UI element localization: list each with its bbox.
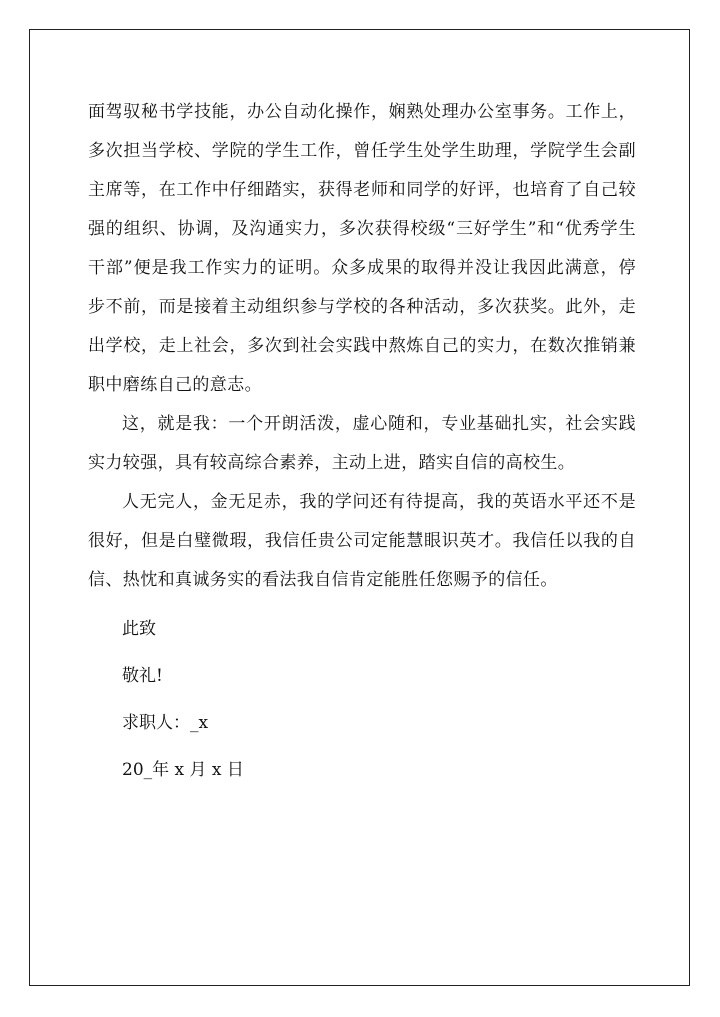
closing-regards: 敬礼!: [122, 666, 163, 686]
applicant-signature: 求职人：_x: [122, 713, 209, 733]
closing-salutation: 此致: [122, 619, 156, 639]
letter-date: 20_年 x 月 x 日: [122, 760, 244, 780]
letter-body: [88, 93, 636, 794]
paragraph-self-summary: 这，就是我：一个开朗活泼，虚心随和，专业基础扎实，社会实践实力较强，具有较高综合素养，主动上进，踏实自信的高校生。: [88, 414, 636, 473]
paragraph-continued: 面驾驭秘书学技能，办公自动化操作，娴熟处理办公室事务。工作上，多次担当学校、学院的学生工作，曾任学生处学生助理，学院学生会副主席等，在工作中仔细踏实，获得老师和同学的好评，也培育了自己较强的组织、协调，及沟通实力，多次获得校级“三好学生”和“优秀学生干部”便是我工作实力的证明。众多成果的取得并没让我因此满意，停步不前，而是接着主动组织参与学校的各种活动，多次获奖。此外，走出学校，走上社会，多次到社会实践中熬炼自己的实力，在数次推销兼职中磨练自己的意志。: [88, 102, 636, 395]
paragraph-conclusion: 人无完人，金无足赤，我的学问还有待提高，我的英语水平还不是很好，但是白璧微瑕，我信任贵公司定能慧眼识英才。我信任以我的自信、热忱和真诚务实的看法我自信肯定能胜任您赐予的信任。: [88, 492, 636, 590]
